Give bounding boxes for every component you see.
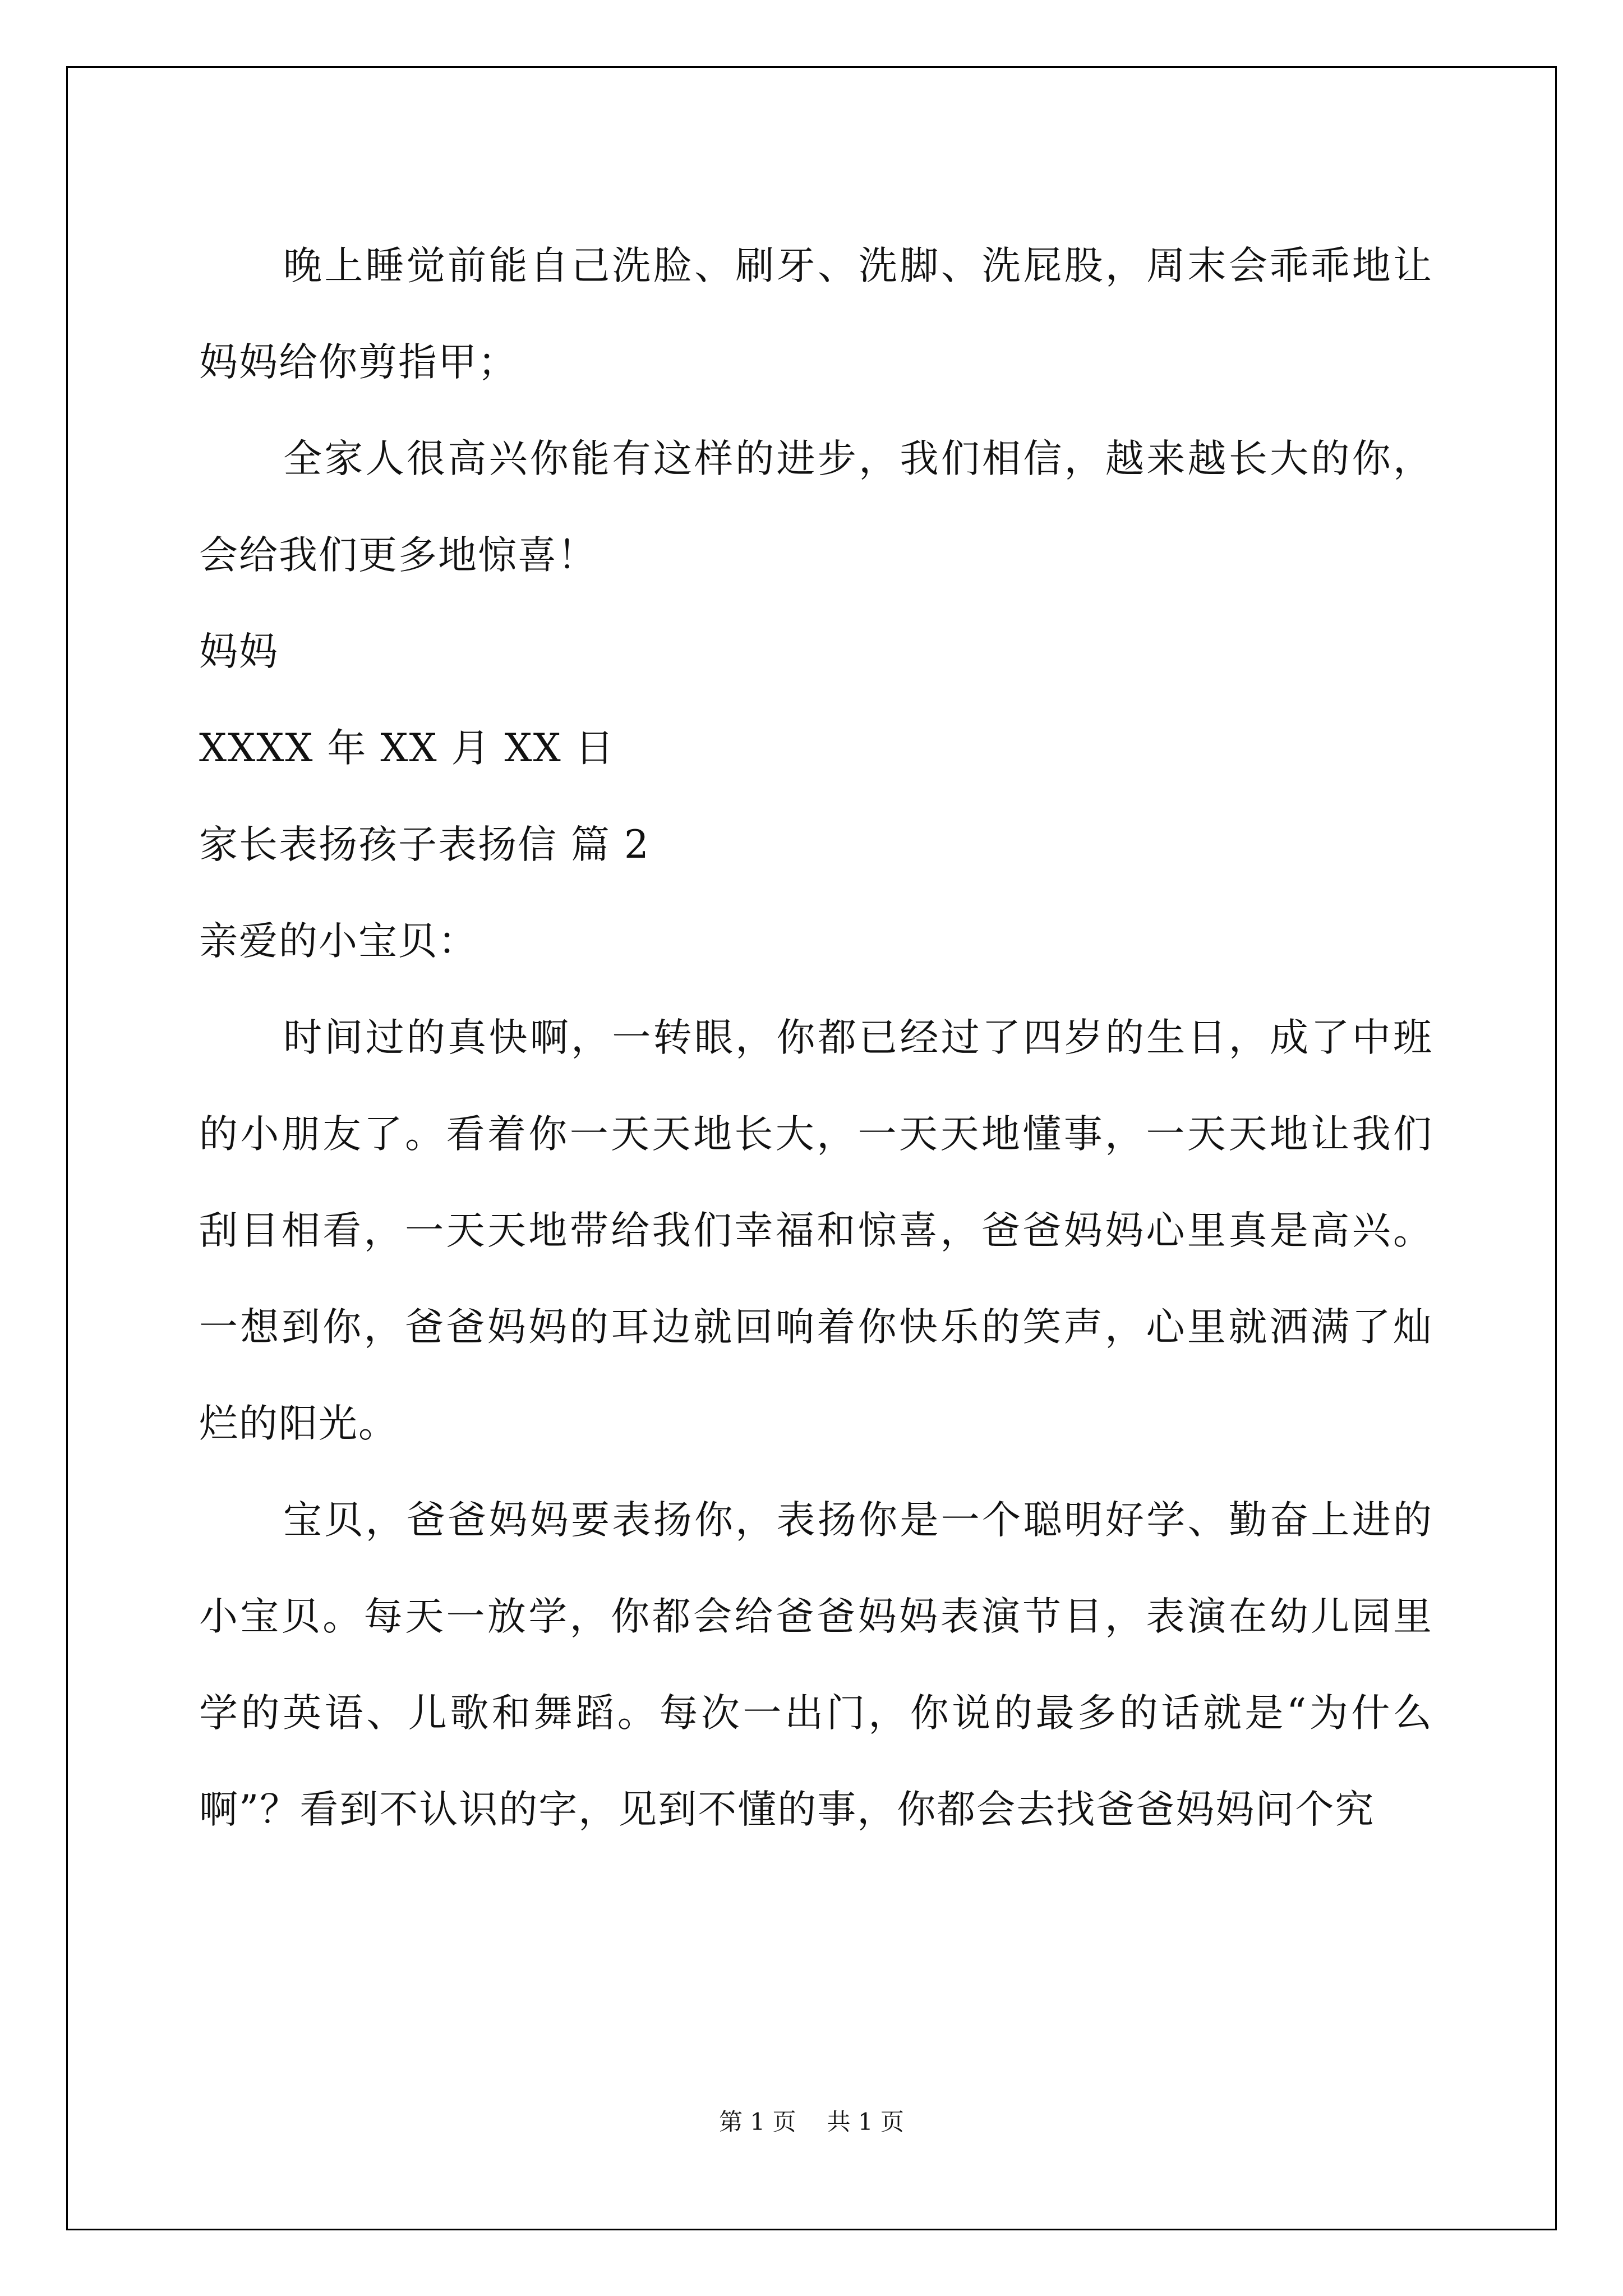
paragraph-praise: 宝贝，爸爸妈妈要表扬你，表扬你是一个聪明好学、勤奋上进的小宝贝。每天一放学，你都会给爸爸妈妈表演节目，表演在幼儿园里学的英语、儿歌和舞蹈。每次一出门，你说的最多的话就是“为什么啊”？看到不认识的字，见到不懂的事，你都会去找爸爸妈妈问个究	[199, 1498, 1433, 1832]
salutation: 亲爱的小宝贝：	[199, 919, 478, 964]
signature: 妈妈	[199, 629, 279, 674]
page-number: 第 1 页	[719, 2108, 796, 2136]
page-footer	[0, 2108, 1623, 2136]
section-heading: 家长表扬孩子表扬信 篇 2	[199, 822, 650, 867]
page-total: 共 1 页	[827, 2108, 904, 2136]
paragraph-bedtime-routine: 晚上睡觉前能自己洗脸、刷牙、洗脚、洗屁股，周末会乖乖地让妈妈给你剪指甲；	[199, 243, 1433, 385]
paragraph-family-pride: 全家人很高兴你能有这样的进步，我们相信，越来越长大的你，会给我们更多地惊喜！	[199, 436, 1433, 578]
date-line: XXXX 年 XX 月 XX 日	[199, 726, 615, 771]
document-body	[199, 218, 1433, 1858]
paragraph-growing-up: 时间过的真快啊，一转眼，你都已经过了四岁的生日，成了中班的小朋友了。看着你一天天地长大，一天天地懂事，一天天地让我们刮目相看，一天天地带给我们幸福和惊喜，爸爸妈妈心里真是高兴。一想到你，爸爸妈妈的耳边就回响着你快乐的笑声，心里就洒满了灿烂的阳光。	[199, 1015, 1433, 1446]
